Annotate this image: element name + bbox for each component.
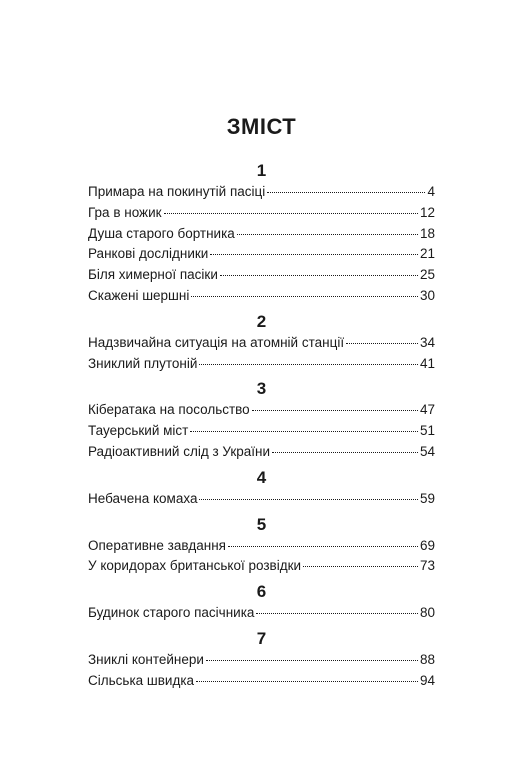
toc-entry [88, 536, 435, 557]
dot-leader [220, 275, 418, 276]
toc-entry [88, 224, 435, 245]
section-number: 4 [256, 467, 267, 487]
toc-entry [88, 203, 435, 224]
entry-page-number: 80 [419, 605, 435, 621]
entry-title: Тауерський міст [88, 423, 189, 439]
dot-leader [199, 499, 418, 500]
section-7 [88, 628, 435, 692]
entry-title: Радіоактивний слід з України [88, 443, 271, 459]
toc-entry [88, 650, 435, 671]
section-number: 5 [256, 514, 267, 534]
entry-title: Будинок старого пасічника [88, 605, 255, 621]
section-number: 1 [256, 161, 267, 180]
entry-page-number: 94 [419, 672, 435, 688]
entry-title: Кібератака на посольство [88, 402, 250, 418]
entry-page-number: 59 [419, 490, 435, 506]
dot-leader [228, 546, 418, 547]
entry-title: Примара на покинутій пасіці [88, 184, 266, 199]
entry-title: Оперативне завдання [88, 537, 226, 553]
toc-entry [88, 265, 435, 286]
entry-title: Біля химерної пасіки [88, 267, 218, 283]
section-4 [88, 467, 435, 510]
section-number: 6 [256, 582, 267, 602]
dot-leader [237, 234, 418, 235]
section-6 [88, 581, 435, 624]
entry-page-number: 34 [419, 334, 435, 350]
dot-leader [196, 681, 418, 682]
dot-leader [199, 364, 418, 365]
dot-leader [256, 613, 418, 614]
toc-entry [88, 244, 435, 265]
section-3 [88, 378, 435, 462]
toc-entry [88, 333, 435, 354]
entry-title: Зниклий плутоній [88, 355, 198, 371]
entry-page-number: 21 [419, 246, 435, 262]
toc-entry [88, 182, 435, 203]
dot-leader [346, 343, 418, 344]
entry-page-number: 69 [419, 537, 435, 553]
toc-entry [88, 286, 435, 307]
entry-page-number: 4 [427, 184, 435, 199]
entry-title: Надзвичайна ситуація на атомній станції [88, 334, 345, 350]
section-2 [88, 311, 435, 375]
dot-leader [206, 660, 418, 661]
entry-title: Душа старого бортника [88, 225, 235, 241]
section-number: 7 [256, 628, 267, 648]
entry-page-number: 47 [419, 402, 435, 418]
toc-entry [88, 442, 435, 463]
section-5 [88, 514, 435, 578]
dot-leader [190, 431, 418, 432]
dot-leader [210, 254, 418, 255]
entry-title: У коридорах британської розвідки [88, 558, 302, 574]
toc-entry [88, 421, 435, 442]
dot-leader [272, 452, 418, 453]
page-title: ЗМІСТ [226, 114, 297, 139]
toc-entry [88, 556, 435, 577]
entry-page-number: 25 [419, 267, 435, 283]
entry-page-number: 73 [419, 558, 435, 574]
toc-entry [88, 400, 435, 421]
dot-leader [191, 296, 418, 297]
section-1 [88, 160, 435, 307]
dot-leader [303, 566, 418, 567]
entry-page-number: 88 [419, 651, 435, 667]
toc-entry [88, 354, 435, 375]
dot-leader [252, 410, 418, 411]
entry-title: Ранкові дослідники [88, 246, 209, 262]
toc-entry [88, 489, 435, 510]
entry-page-number: 12 [419, 204, 435, 220]
entry-title: Сільська швидка [88, 672, 195, 688]
entry-page-number: 41 [419, 355, 435, 371]
entry-page-number: 30 [419, 287, 435, 303]
dot-leader [164, 213, 418, 214]
table-of-contents [88, 160, 435, 692]
toc-entry [88, 603, 435, 624]
entry-title: Гра в ножик [88, 204, 162, 220]
entry-title: Зниклі контейнери [88, 651, 204, 667]
entry-page-number: 18 [419, 225, 435, 241]
entry-page-number: 54 [419, 443, 435, 459]
entry-title: Скажені шершні [88, 287, 190, 303]
entry-title: Небачена комаха [88, 490, 198, 506]
toc-entry [88, 671, 435, 692]
entry-page-number: 51 [419, 423, 435, 439]
section-number: 2 [256, 311, 267, 331]
section-number: 3 [256, 379, 267, 399]
dot-leader [267, 192, 425, 193]
